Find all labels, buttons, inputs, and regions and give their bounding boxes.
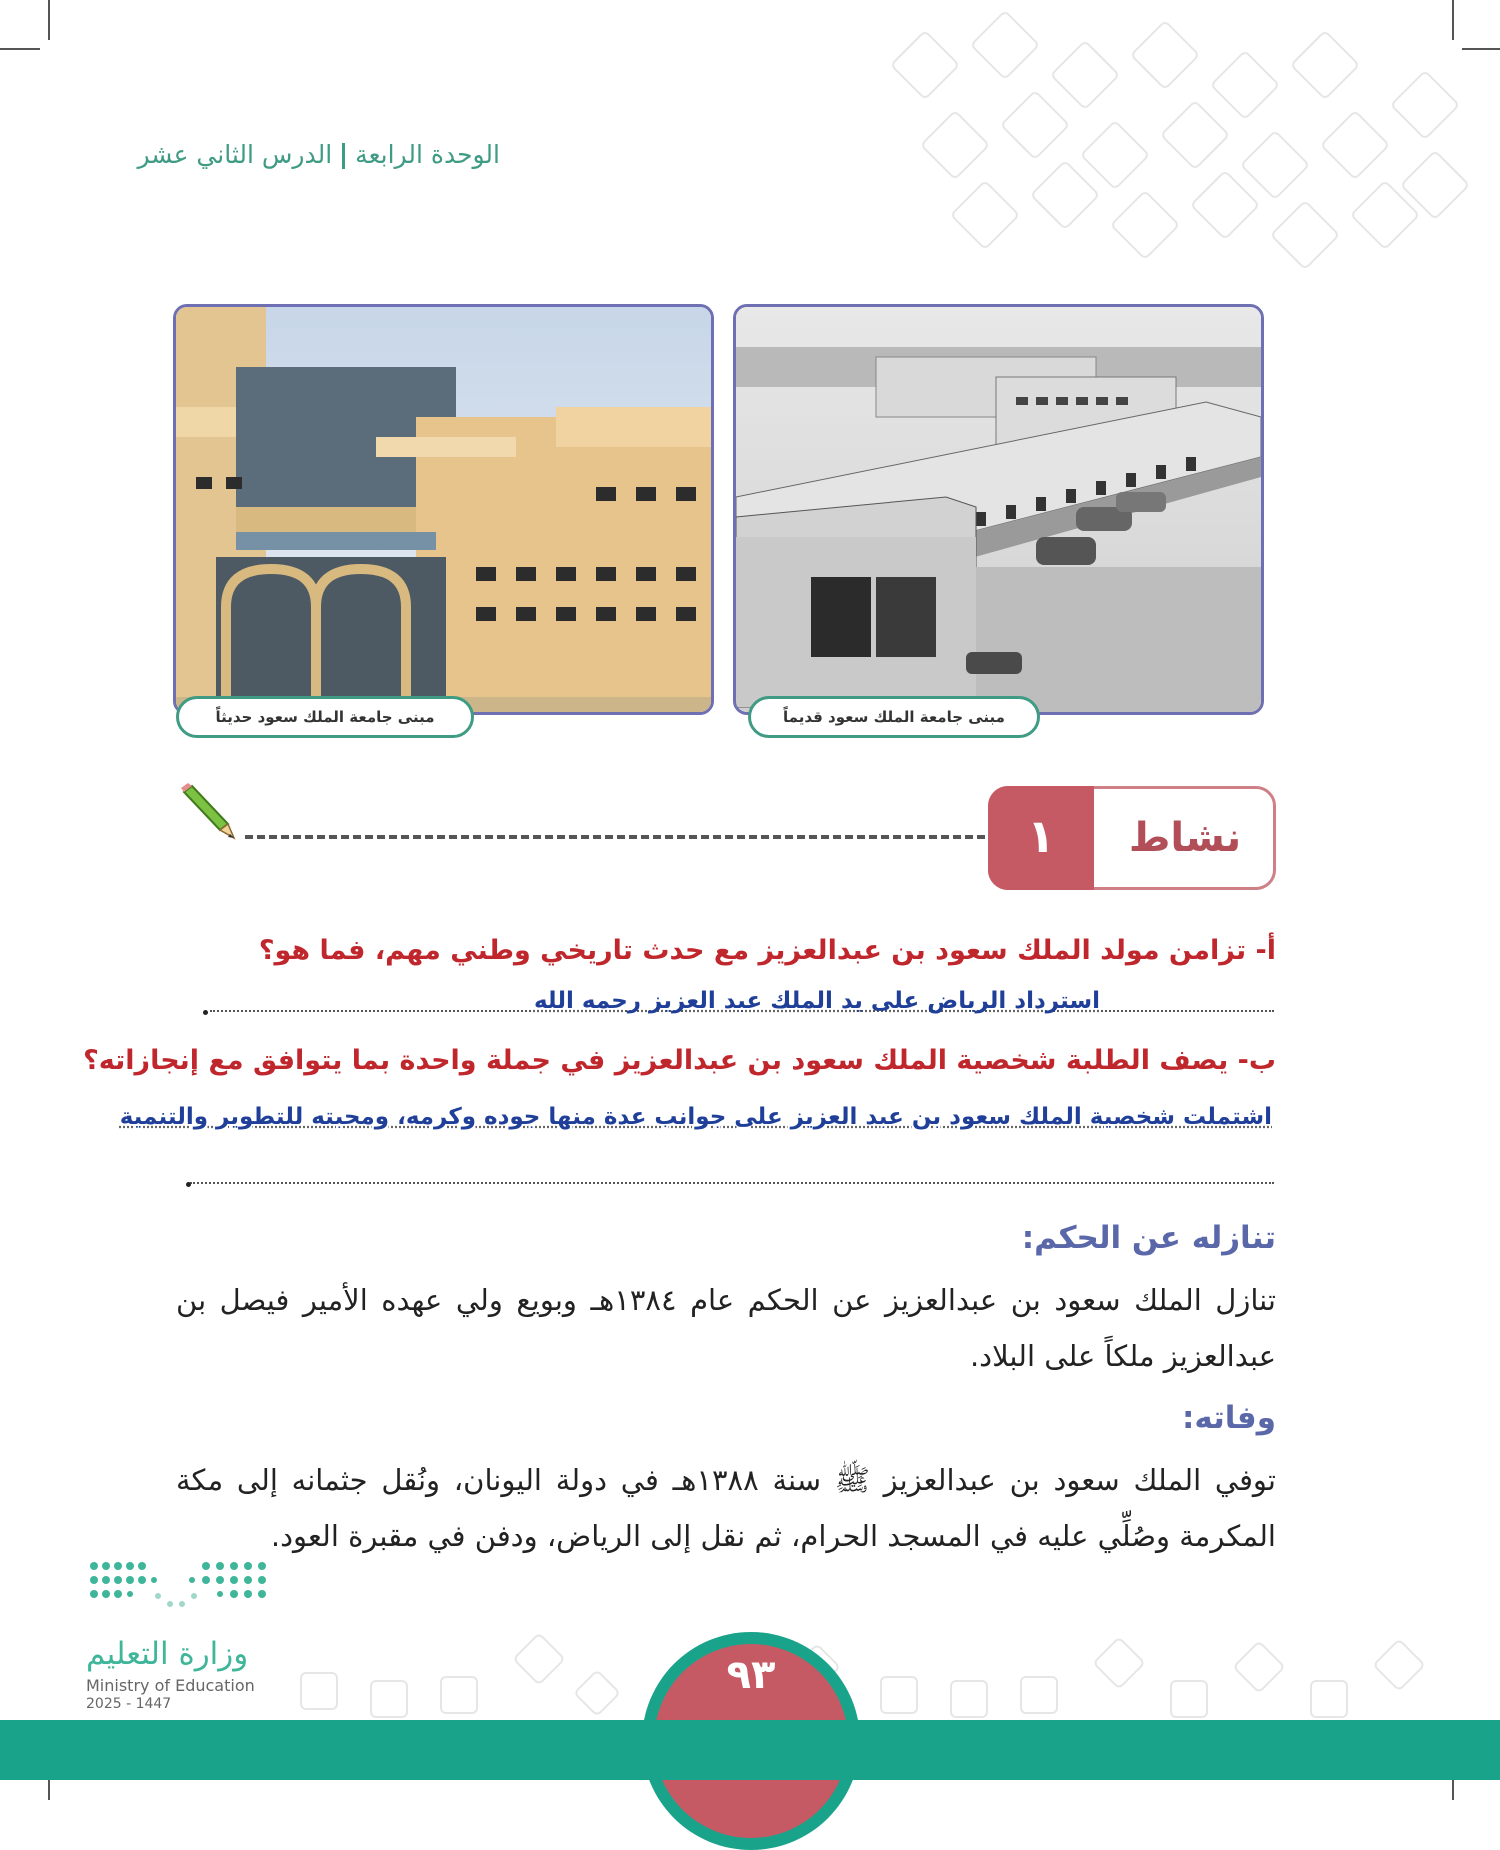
crop-mark	[1452, 0, 1454, 40]
footer-band	[0, 1720, 1500, 1780]
answer-line	[190, 1182, 1274, 1184]
page-number: ٩٣	[726, 1652, 776, 1698]
header-unit: الوحدة الرابعة	[355, 140, 500, 169]
ministry-logo-dots	[86, 1556, 276, 1626]
activity-number: ١	[988, 786, 1094, 890]
pencil-icon	[178, 782, 236, 840]
answer-a: استرداد الرياض على يد الملك عبد العزيز رحمه الله	[533, 988, 1100, 1014]
answer-b: اشتملت شخصية الملك سعود بن عبد العزيز على جوانب عدة منها جوده وكرمه، ومحبته للتطوير والتنمية	[119, 1104, 1272, 1130]
page-header	[137, 140, 500, 169]
section-body-abdication: تنازل الملك سعود بن عبدالعزيز عن الحكم عام ١٣٨٤هـ وبويع ولي عهده الأمير فيصل بن عبدالعزيز ملكاً على البلاد.	[176, 1283, 1277, 1373]
photo-new-building	[173, 304, 714, 715]
activity-divider	[245, 835, 985, 839]
edition-year: 2025 - 1447	[86, 1696, 172, 1712]
old-building-illustration	[736, 307, 1261, 712]
new-building-illustration	[176, 307, 711, 712]
photo-old-building	[733, 304, 1264, 715]
answer-bullet	[186, 1182, 191, 1187]
section-title-death: وفاته:	[1181, 1400, 1276, 1436]
header-separator	[342, 143, 345, 169]
crop-mark	[0, 48, 40, 50]
header-lesson: الدرس الثاني عشر	[137, 140, 333, 169]
crop-mark	[1462, 48, 1500, 50]
question-a: أ- تزامن مولد الملك سعود بن عبدالعزيز مع حدث تاريخي وطني مهم، فما هو؟	[258, 935, 1276, 966]
caption-old-building: مبنى جامعة الملك سعود قديماً	[748, 696, 1040, 738]
answer-bullet	[203, 1010, 208, 1015]
section-body-death: توفي الملك سعود بن عبدالعزيز ﷺ سنة ١٣٨٨هـ في دولة اليونان، ونُقل جثمانه إلى مكة المكرمة وصُلِّي عليه في المسجد الحرام، ثم نقل إلى الرياض، ودفن في مقبرة العود.	[176, 1463, 1276, 1553]
activity-label: نشاط	[1128, 815, 1242, 861]
caption-new-building: مبنى جامعة الملك سعود حديثاً	[176, 696, 474, 738]
ministry-name-ar: وزارة التعليم	[86, 1636, 249, 1672]
crop-mark	[48, 0, 50, 40]
section-title-abdication: تنازله عن الحكم:	[1021, 1220, 1276, 1256]
ministry-name-en: Ministry of Education	[86, 1676, 255, 1695]
question-b: ب- يصف الطلبة شخصية الملك سعود بن عبدالعزيز في جملة واحدة بما يتوافق مع إنجازاته؟	[83, 1045, 1276, 1076]
